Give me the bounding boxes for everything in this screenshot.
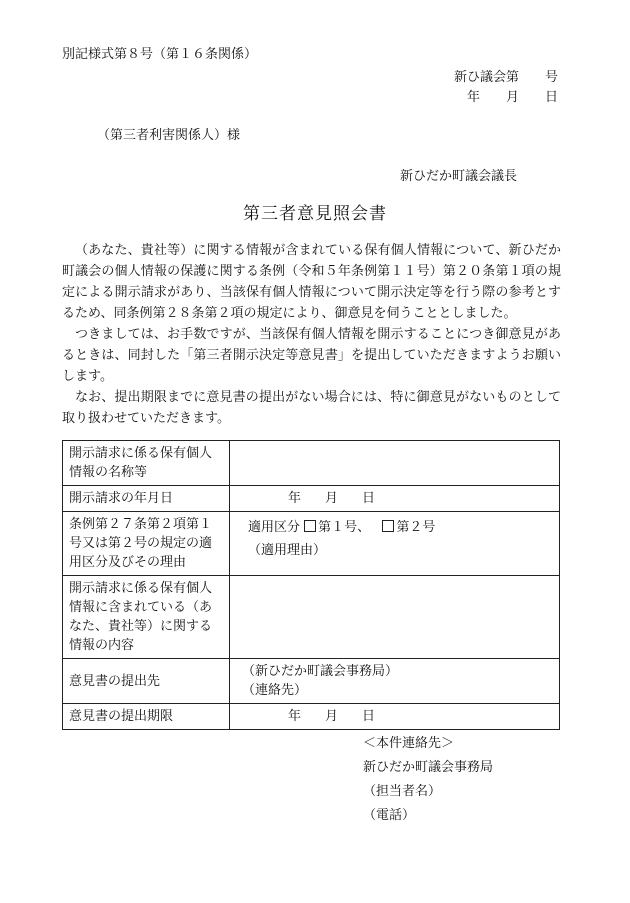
category-label: 適用区分	[248, 520, 301, 535]
year-unit: 年	[288, 491, 302, 506]
contact-person: （担当者名）	[363, 784, 442, 799]
table-row	[63, 659, 560, 704]
inquiry-table	[62, 440, 560, 730]
year-unit: 年	[288, 709, 302, 724]
row-label: 開示請求に係る保有個人情報に含まれている（あなた、貴社等）に関する情報の内容	[63, 576, 230, 659]
document-number: 新ひ議会第 号	[453, 70, 558, 85]
table-row	[63, 704, 560, 730]
table-row	[63, 441, 560, 486]
addressee: （第三者利害関係人）様	[97, 128, 241, 143]
deadline-value	[230, 704, 560, 730]
month-unit: 月	[325, 491, 339, 506]
option-2-label: 第２号	[396, 520, 436, 535]
request-date-value	[230, 486, 560, 512]
contact-block	[363, 732, 493, 828]
row-label: 意見書の提出先	[63, 659, 230, 704]
day-unit: 日	[362, 491, 376, 506]
checkbox-option-1[interactable]	[304, 520, 316, 532]
reason-label: （適用理由）	[248, 543, 327, 558]
contact-phone: （電話）	[363, 808, 416, 823]
option-1-label: 第１号、	[318, 520, 371, 535]
row-value	[230, 441, 560, 486]
document-date: 年 月 日	[466, 90, 558, 105]
sender: 新ひだか町議会議長	[399, 169, 517, 184]
body-paragraph-2: つきましては、お手数ですが、当該保有個人情報を開示することにつき御意見があるときは、同封した「第三者開示決定等意見書」を提出していただきますようお願いします。	[62, 327, 561, 384]
table-row	[63, 486, 560, 512]
body-paragraph-1: （あなた、貴社等）に関する情報が含まれている保有個人情報について、新ひだか町議会の個人情報の保護に関する条例（令和５年条例第１１号）第２０条第１項の規定による開示請求があり、当該保有個人情報について開示決定等を行う際の参考とするため、同条例第２８条第２項の規定により、御意見を伺うこととしました。	[62, 243, 561, 321]
row-label: 意見書の提出期限	[63, 704, 230, 730]
contact-heading: ＜本件連絡先＞	[363, 736, 455, 751]
body-paragraph-3: なお、提出期限までに意見書の提出がない場合には、特に御意見がないものとして取り扱わせていただきます。	[62, 390, 561, 426]
row-label: 条例第２７条第２項第１号又は第２号の規定の適用区分及びその理由	[63, 512, 230, 576]
submission-destination-value	[230, 659, 560, 704]
destination-office: （新ひだか町議会事務局）	[242, 664, 399, 679]
destination-contact: （連絡先）	[242, 683, 308, 698]
body-text	[62, 240, 561, 429]
row-label: 開示請求の年月日	[63, 486, 230, 512]
row-label: 開示請求に係る保有個人情報の名称等	[63, 441, 230, 486]
table-row	[63, 512, 560, 576]
form-label: 別記様式第８号（第１６条関係）	[62, 47, 258, 62]
day-unit: 日	[362, 709, 376, 724]
contact-office: 新ひだか町議会事務局	[363, 760, 494, 775]
category-value	[230, 512, 560, 576]
checkbox-option-2[interactable]	[382, 520, 394, 532]
row-value	[230, 576, 560, 659]
month-unit: 月	[325, 709, 339, 724]
document-title: 第三者意見照会書	[243, 204, 387, 224]
table-row	[63, 576, 560, 659]
